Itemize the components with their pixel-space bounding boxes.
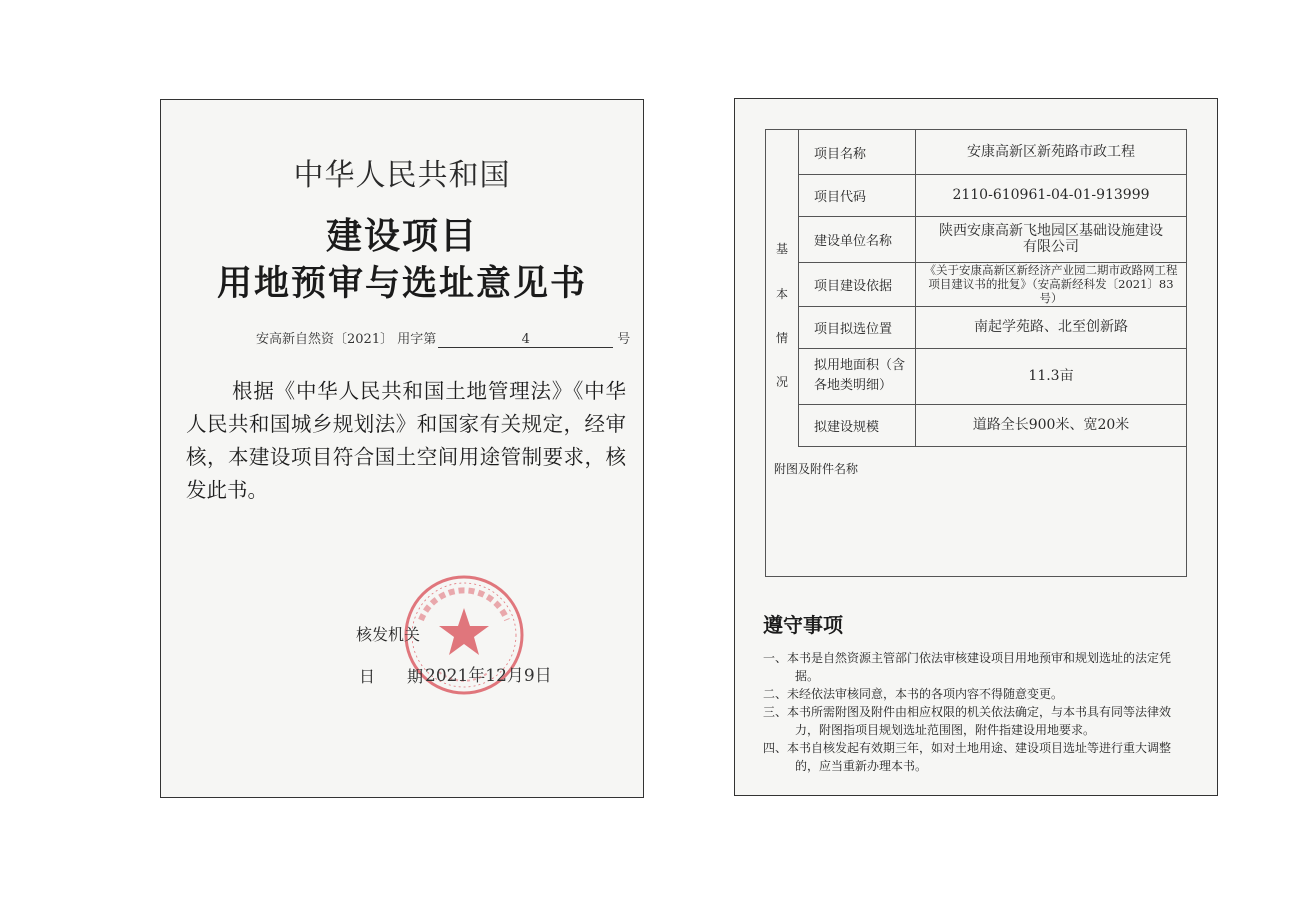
date-label-char-1: 日 — [359, 667, 376, 686]
row-label: 项目建设依据 — [798, 262, 916, 306]
document-number — [256, 328, 630, 348]
issue-date-label — [359, 664, 423, 687]
rules-title: 遵守事项 — [763, 613, 843, 637]
row-label: 拟建设规模 — [798, 404, 916, 446]
doc-number-suffix: 号 — [617, 332, 631, 347]
basic-info-table — [765, 129, 1187, 577]
table-row — [798, 348, 1186, 405]
row-value: 南起学苑路、北至创新路 — [974, 319, 1128, 335]
row-label: 项目名称 — [798, 130, 916, 174]
issuing-authority-label: 核发机关 — [356, 625, 421, 644]
doc-number-prefix: 安高新自然资〔2021〕 用字第 — [256, 332, 437, 347]
side-char: 基 — [775, 242, 788, 256]
table-row — [798, 262, 1186, 307]
side-char: 本 — [775, 287, 788, 301]
table-row — [798, 216, 1186, 263]
row-label: 拟用地面积（含各地类明细） — [798, 348, 916, 404]
row-value: 《关于安康高新区新经济产业园二期市政路网工程项目建议书的批复》（安高新经科发〔2021〕83号） — [924, 263, 1178, 305]
list-item: 三、本书所需附图及附件由相应权限的机关依法确定，与本书具有同等法律效力，附图指项目规划选址范围图，附件指建设用地要求。 — [763, 705, 1172, 737]
list-item: 一、本书是自然资源主管部门依法审核建设项目用地预审和规划选址的法定凭据。 — [763, 651, 1172, 683]
list-item: 四、本书自核发起有效期三年，如对土地用途、建设项目选址等进行重大调整的，应当重新办理本书。 — [763, 741, 1172, 773]
doc-number-value: 4 — [438, 332, 613, 348]
row-value: 11.3亩 — [1028, 368, 1074, 384]
basic-info-side-label — [766, 130, 799, 446]
certificate-details-page — [734, 98, 1218, 796]
table-row — [798, 174, 1186, 217]
table-row — [798, 306, 1186, 349]
certificate-cover-page — [160, 99, 644, 798]
side-char: 情 — [775, 331, 788, 345]
date-label-char-2: 期 — [407, 667, 424, 686]
approval-statement: 根据《中华人民共和国土地管理法》《中华人民共和国城乡规划法》和国家有关规定，经审核，本建设项目符合国土空间用途管制要求，核发此书。 — [186, 379, 626, 502]
list-item: 二、未经依法审核同意，本书的各项内容不得随意变更。 — [763, 687, 1064, 701]
row-label: 项目拟选位置 — [798, 306, 916, 348]
row-label: 项目代码 — [798, 174, 916, 216]
attachments-label: 附图及附件名称 — [774, 462, 859, 476]
issue-date-value: 2021年12月9日 — [425, 666, 552, 686]
row-value: 陕西安康高新飞地园区基础设施建设有限公司 — [939, 223, 1163, 255]
table-row — [798, 130, 1186, 175]
title-line-2: 用地预审与选址意见书 — [216, 264, 587, 304]
side-char: 况 — [775, 375, 788, 389]
row-label: 建设单位名称 — [798, 216, 916, 262]
row-value: 安康高新区新苑路市政工程 — [967, 144, 1135, 160]
row-value: 2110-610961-04-01-913999 — [952, 187, 1150, 203]
country-name: 中华人民共和国 — [293, 158, 511, 193]
title-line-1: 建设项目 — [325, 216, 478, 257]
row-value: 道路全长900米、宽20米 — [972, 417, 1130, 433]
table-row — [798, 404, 1186, 447]
rules-list — [763, 649, 1193, 775]
